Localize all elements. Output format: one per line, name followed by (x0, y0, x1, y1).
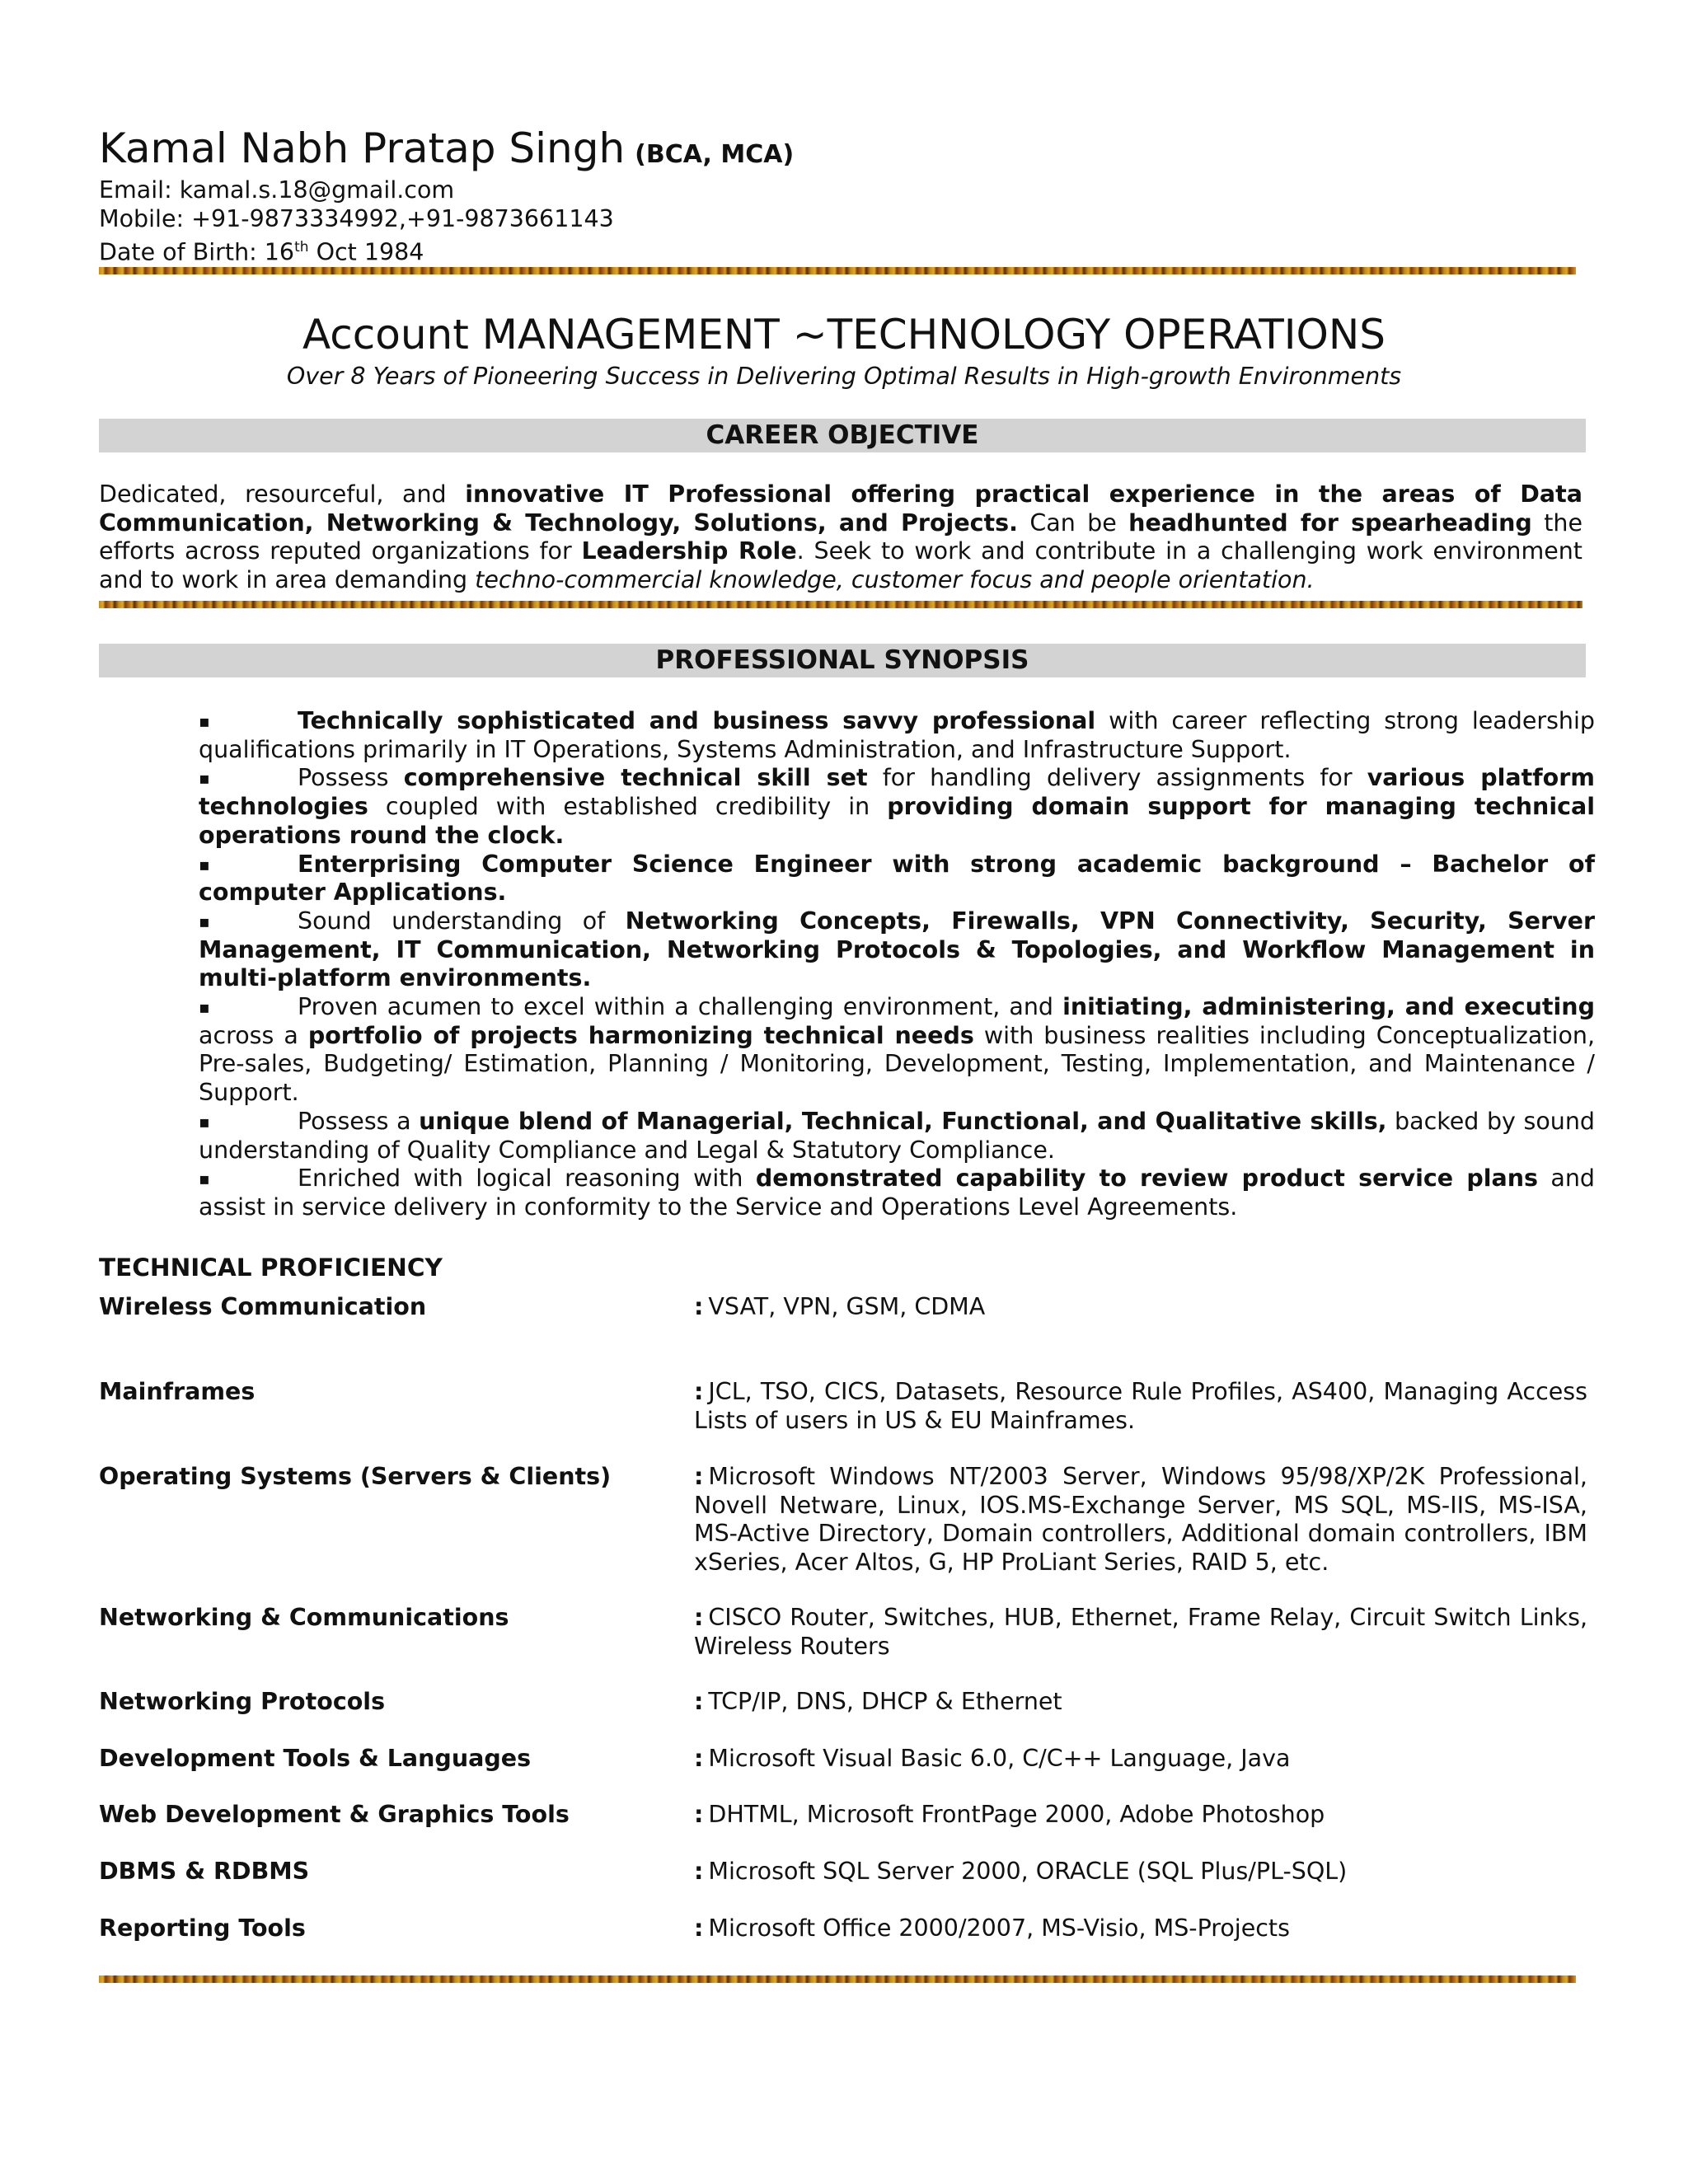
proficiency-value (694, 1745, 1587, 1774)
text-segment: comprehensive technical skill set (403, 764, 868, 792)
text-segment: coupled with established credibility in (368, 793, 888, 821)
proficiency-value-text: Microsoft Windows NT/2003 Server, Windows 95/98/XP/2K Professional, Novell Netware, Linux, IOS.MS-Exchange Server, MS SQL, MS-IIS, MS-ISA, MS-Active Directory, Domain controllers, Additional domain controllers, IBM xSeries, Acer Altos, G, HP ProLiant Series, RAID 5, etc. (694, 1463, 1587, 1577)
professional-synopsis-heading: PROFESSIONAL SYNOPSIS (99, 644, 1586, 677)
separator-colon: : (694, 1858, 704, 1885)
decorative-rule (99, 601, 1582, 608)
separator-colon: : (694, 1378, 704, 1405)
proficiency-label: Web Development & Graphics Tools (99, 1801, 570, 1828)
proficiency-value (694, 1801, 1587, 1830)
proficiency-value (694, 1688, 1587, 1717)
proficiency-label: Networking Protocols (99, 1688, 386, 1715)
text-segment: innovative IT Professional offering practical experience in the areas of Data Communication, Networking & Technology, Solutions, and Projects. (99, 480, 1582, 537)
proficiency-value-text: JCL, TSO, CICS, Datasets, Resource Rule Profiles, AS400, Managing Access Lists of users in US & EU Mainframes. (694, 1378, 1587, 1434)
proficiency-value-text: TCP/IP, DNS, DHCP & Ethernet (708, 1688, 1062, 1715)
separator-colon: : (694, 1604, 704, 1631)
proficiency-value-text: DHTML, Microsoft FrontPage 2000, Adobe Photoshop (708, 1801, 1325, 1828)
text-segment: across a (199, 1021, 308, 1049)
text-segment: with career reflecting strong leadership qualifications primarily in IT Operations, Systems Administration, and Infrastructure Support. (199, 707, 1596, 763)
text-segment: Networking Concepts, Firewalls, VPN Connectivity, Security, Server Management, IT Communication, Networking Protocols & Topologies, and Workflow Management in multi-platform environments. (199, 907, 1595, 992)
text-segment: backed by sound understanding of Quality Compliance and Legal & Statutory Compliance. (199, 1107, 1595, 1164)
text-segment: and assist in service delivery in conformity to the Service and Operations Level Agreements. (199, 1165, 1596, 1221)
separator-colon: : (694, 1688, 704, 1715)
technical-proficiency-heading: TECHNICAL PROFICIENCY (99, 1254, 443, 1282)
dob-line (99, 233, 424, 267)
decorative-rule (99, 1975, 1576, 1983)
text-segment: the efforts across reputed organizations for (99, 509, 1582, 565)
synopsis-item (199, 851, 1595, 907)
proficiency-label: DBMS & RDBMS (99, 1858, 310, 1885)
synopsis-item (199, 764, 1595, 850)
text-segment: various platform technologies (199, 764, 1595, 821)
text-segment: Possess (298, 764, 404, 792)
text-segment: Sound understanding of (298, 907, 626, 935)
degrees-text: (BCA, MCA) (635, 140, 795, 169)
text-segment: Dedicated, resourceful, and (99, 480, 466, 508)
synopsis-list (199, 707, 1595, 1222)
text-segment: demonstrated capability to review product service plans (755, 1165, 1538, 1193)
proficiency-value (694, 1915, 1587, 1943)
proficiency-value (694, 1463, 1587, 1577)
proficiency-value-text: Microsoft Office 2000/2007, MS-Visio, MS-Projects (708, 1915, 1290, 1942)
candidate-name (99, 120, 794, 183)
text-segment: portfolio of projects harmonizing technical needs (307, 1021, 974, 1049)
proficiency-label: Mainframes (99, 1378, 256, 1405)
synopsis-item (199, 1165, 1595, 1221)
text-segment: for handling delivery assignments for (867, 764, 1367, 792)
bullet-icon: ▪ (199, 1111, 210, 1132)
text-segment: Enriched with logical reasoning with (298, 1165, 756, 1193)
headline-subtitle: Over 8 Years of Pioneering Success in Delivering Optimal Results in High-growth Environments (286, 363, 1402, 390)
text-segment: Possess a (298, 1107, 420, 1135)
text-segment: . Seek to work and contribute in a challenging work environment and to work in area demanding (99, 537, 1582, 594)
proficiency-label: Development Tools & Languages (99, 1745, 532, 1772)
text-segment: with business realities including Conceptualization, Pre-sales, Budgeting/ Estimation, Planning / Monitoring, Development, Testing, Implementation, and Maintenance / Support. (199, 1021, 1596, 1107)
proficiency-value (694, 1604, 1587, 1661)
bullet-icon: ▪ (199, 997, 210, 1018)
proficiency-value-text: VSAT, VPN, GSM, CDMA (708, 1293, 986, 1320)
synopsis-item (199, 907, 1595, 993)
separator-colon: : (694, 1463, 704, 1490)
proficiency-value (694, 1293, 1587, 1322)
bullet-icon: ▪ (199, 911, 210, 931)
dob-suffix: Oct 1984 (308, 238, 424, 266)
text-segment: Technically sophisticated and business savvy professional (298, 707, 1096, 734)
synopsis-item (199, 1108, 1595, 1165)
email-line: Email: kamal.s.18@gmail.com (99, 176, 455, 204)
bullet-icon: ▪ (199, 711, 210, 731)
text-segment: Enterprising Computer Science Engineer with strong academic background – Bachelor of computer Applications. (199, 850, 1595, 907)
mobile-line: Mobile: +91-9873334992,+91-9873661143 (99, 205, 614, 232)
proficiency-value (694, 1378, 1587, 1435)
headline-title: Account MANAGEMENT ~TECHNOLOGY OPERATIONS (302, 311, 1386, 359)
proficiency-label: Operating Systems (Servers & Clients) (99, 1463, 612, 1490)
separator-colon: : (694, 1915, 704, 1942)
text-segment: Leadership Role (581, 537, 797, 565)
separator-colon: : (694, 1801, 704, 1828)
proficiency-value-text: Microsoft SQL Server 2000, ORACLE (SQL Plus/PL-SQL) (708, 1858, 1348, 1885)
text-segment: Can be (1017, 509, 1129, 537)
text-segment: unique blend of Managerial, Technical, Functional, and Qualitative skills, (419, 1107, 1387, 1135)
bullet-icon: ▪ (199, 854, 210, 874)
proficiency-value-text: CISCO Router, Switches, HUB, Ethernet, Frame Relay, Circuit Switch Links, Wireless Routers (694, 1604, 1587, 1660)
separator-colon: : (694, 1745, 704, 1772)
text-segment: initiating, administering, and executing (1062, 993, 1595, 1021)
bullet-icon: ▪ (199, 768, 210, 789)
proficiency-label: Reporting Tools (99, 1915, 306, 1942)
bullet-icon: ▪ (199, 1169, 210, 1189)
decorative-rule (99, 267, 1576, 274)
dob-prefix: Date of Birth: 16 (99, 238, 295, 266)
separator-colon: : (694, 1293, 704, 1320)
career-objective-heading: CAREER OBJECTIVE (99, 419, 1586, 452)
text-segment: techno-commercial knowledge, customer focus and people orientation. (475, 566, 1315, 594)
synopsis-item (199, 993, 1595, 1108)
proficiency-label: Wireless Communication (99, 1293, 427, 1320)
proficiency-value (694, 1858, 1587, 1886)
name-text: Kamal Nabh Pratap Singh (99, 124, 626, 172)
proficiency-value-text: Microsoft Visual Basic 6.0, C/C++ Language, Java (708, 1745, 1291, 1772)
dob-sup: th (294, 239, 309, 255)
text-segment: Proven acumen to excel within a challenging environment, and (298, 993, 1063, 1021)
text-segment: headhunted for spearheading (1128, 509, 1532, 537)
text-segment: providing domain support for managing technical operations round the clock. (199, 793, 1595, 849)
career-objective-text (99, 480, 1582, 595)
synopsis-item (199, 707, 1595, 764)
proficiency-label: Networking & Communications (99, 1604, 509, 1631)
